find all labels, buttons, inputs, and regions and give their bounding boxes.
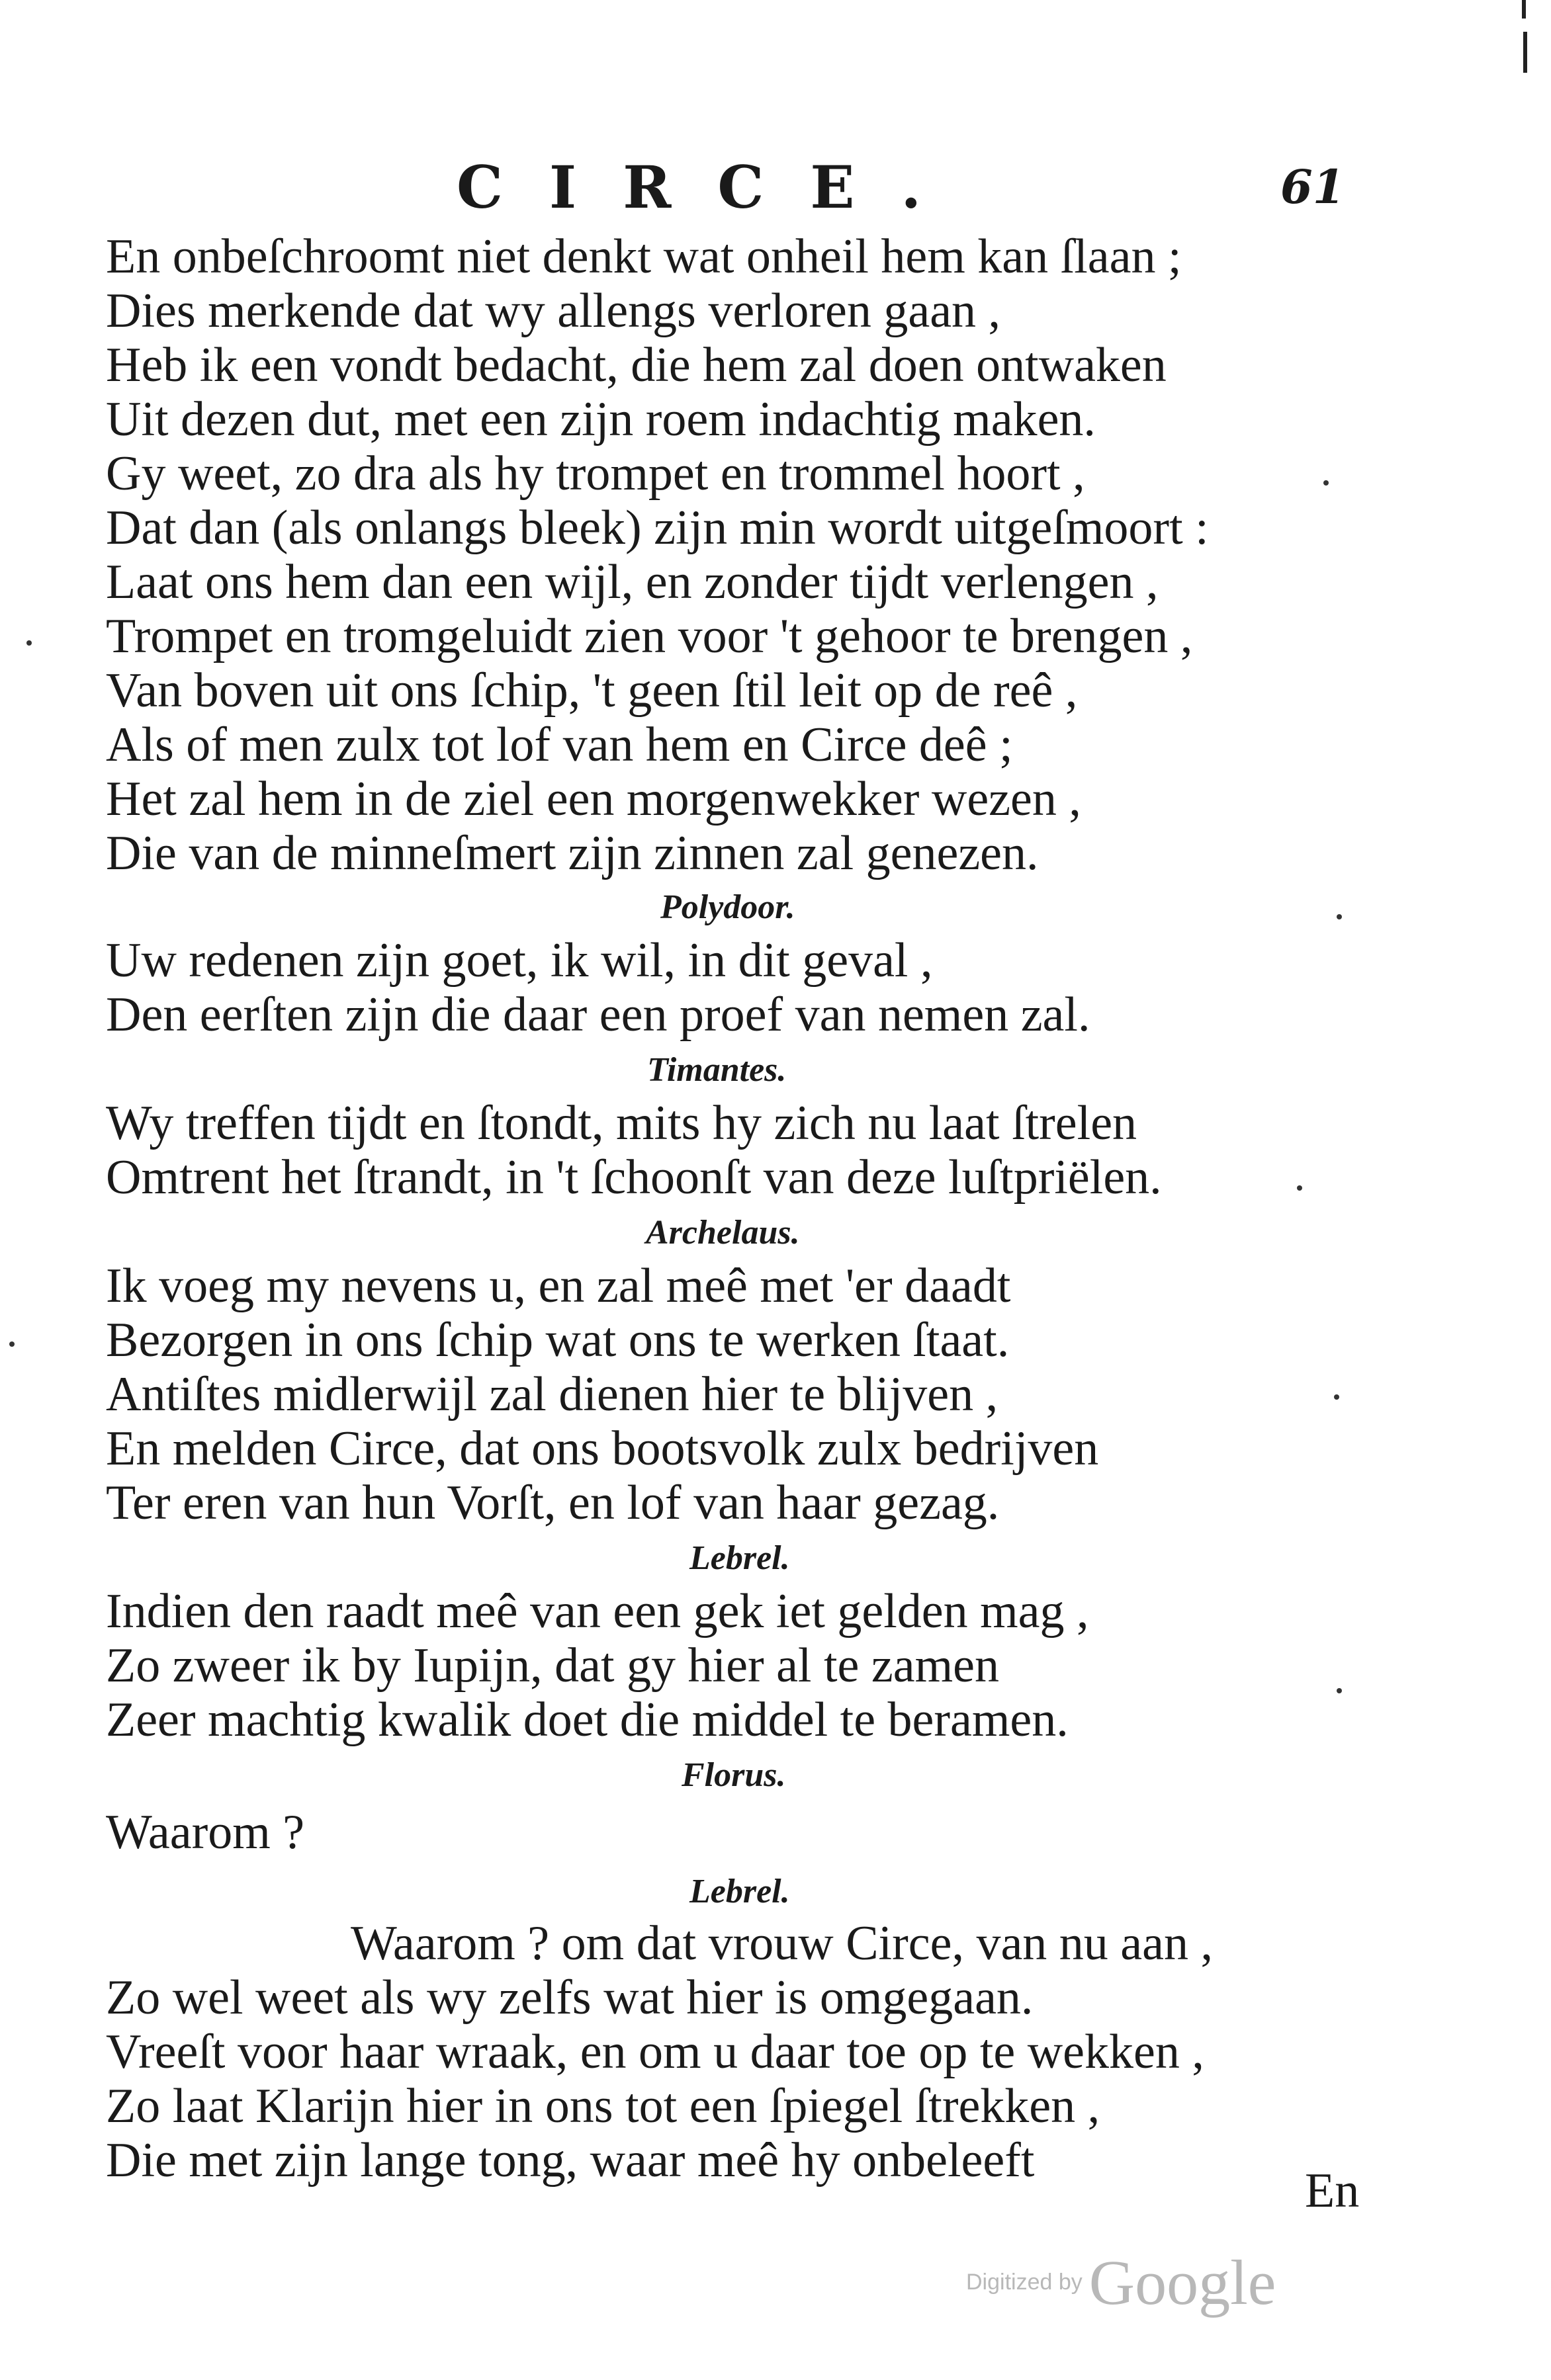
verse-line: Bezorgen in ons ſchip wat ons te werken ſtaat.: [106, 1313, 1010, 1367]
verse-line: Als of men zulx tot lof van hem en Circe deê ;: [106, 718, 1013, 772]
verse-line: Antiſtes midlerwijl zal dienen hier te blijven ,: [106, 1367, 998, 1422]
verse-line: Den eerſten zijn die daar een proef van nemen zal.: [106, 988, 1090, 1042]
verse-line: Trompet en tromgeluidt zien voor 't gehoor te brengen ,: [106, 609, 1193, 663]
verse-line: Waarom ? om dat vrouw Circe, van nu aan ,: [351, 1916, 1213, 1971]
verse-line: Zo zweer ik by Iupijn, dat gy hier al te zamen: [106, 1638, 999, 1693]
verse-line: Vreeſt voor haar wraak, en om u daar toe op te wekken ,: [106, 2025, 1204, 2079]
running-title: CIRCE.: [457, 153, 968, 222]
speaker-name: Timantes.: [647, 1051, 787, 1089]
verse-line: Zo wel weet als wy zelfs wat hier is omgegaan.: [106, 1971, 1034, 2025]
speaker-name: Lebrel.: [689, 1873, 790, 1910]
verse-line: Indien den raadt meê van een gek iet gelden mag ,: [106, 1584, 1089, 1638]
digitized-by-google-watermark: [966, 2246, 1276, 2319]
catchword: En: [1305, 2164, 1360, 2218]
verse-line: Het zal hem in de ziel een morgenwekker wezen ,: [106, 772, 1081, 826]
verse-line: Die van de minneſmert zijn zinnen zal genezen.: [106, 826, 1039, 880]
scan-speck: [1297, 1185, 1302, 1191]
verse-line: Dat dan (als onlangs bleek) zijn min wordt uitgeſmoort :: [106, 501, 1209, 555]
scan-speck: [1337, 1688, 1342, 1693]
speaker-name: Lebrel.: [689, 1539, 790, 1577]
scan-speck: [1337, 914, 1342, 919]
verse-line: Heb ik een vondt bedacht, die hem zal doen ontwaken: [106, 338, 1167, 392]
scan-speck: [9, 1341, 15, 1347]
verse-line: Zo laat Klarijn hier in ons tot een ſpiegel ſtrekken ,: [106, 2079, 1100, 2133]
speaker-name: Archelaus.: [646, 1214, 800, 1252]
verse-line: Wy treffen tijdt en ſtondt, mits hy zich nu laat ſtrelen: [106, 1096, 1137, 1150]
verse-line: Waarom ?: [106, 1805, 305, 1859]
verse-line: En melden Circe, dat ons bootsvolk zulx bedrijven: [106, 1422, 1099, 1476]
scan-speck: [1323, 480, 1329, 486]
verse-line: Dies merkende dat wy allengs verloren gaan ,: [106, 284, 1001, 338]
scan-speck: [1334, 1394, 1339, 1400]
page-header: [0, 151, 1551, 224]
verse-line: Uit dezen dut, met een zijn roem indachtig maken.: [106, 392, 1096, 446]
watermark-brand: Google: [1088, 2247, 1276, 2318]
scan-speck: [26, 640, 32, 646]
verse-line: Zeer machtig kwalik doet die middel te beramen.: [106, 1693, 1069, 1747]
speaker-name: Polydoor.: [660, 888, 795, 926]
page-number: 61: [1280, 159, 1345, 214]
verse-line: Ik voeg my nevens u, en zal meê met 'er daadt: [106, 1259, 1011, 1313]
verse-line: Ter eren van hun Vorſt, en lof van haar gezag.: [106, 1476, 1000, 1530]
scan-margin-mark: [1523, 32, 1527, 73]
speaker-name: Florus.: [682, 1756, 786, 1794]
verse-line: Uw redenen zijn goet, ik wil, in dit geval ,: [106, 933, 933, 988]
scan-margin-mark: [1522, 0, 1526, 19]
verse-line: Omtrent het ſtrandt, in 't ſchoonſt van deze luſtpriëlen.: [106, 1150, 1162, 1205]
verse-line: Laat ons hem dan een wijl, en zonder tijdt verlengen ,: [106, 555, 1159, 609]
watermark-prefix: Digitized by: [966, 2270, 1083, 2295]
verse-line: Gy weet, zo dra als hy trompet en trommel hoort ,: [106, 446, 1085, 501]
verse-line: Die met zijn lange tong, waar meê hy onbeleeft: [106, 2133, 1035, 2188]
verse-line: En onbeſchroomt niet denkt wat onheil hem kan ſlaan ;: [106, 230, 1182, 284]
verse-line: Van boven uit ons ſchip, 't geen ſtil leit op de reê ,: [106, 663, 1078, 718]
